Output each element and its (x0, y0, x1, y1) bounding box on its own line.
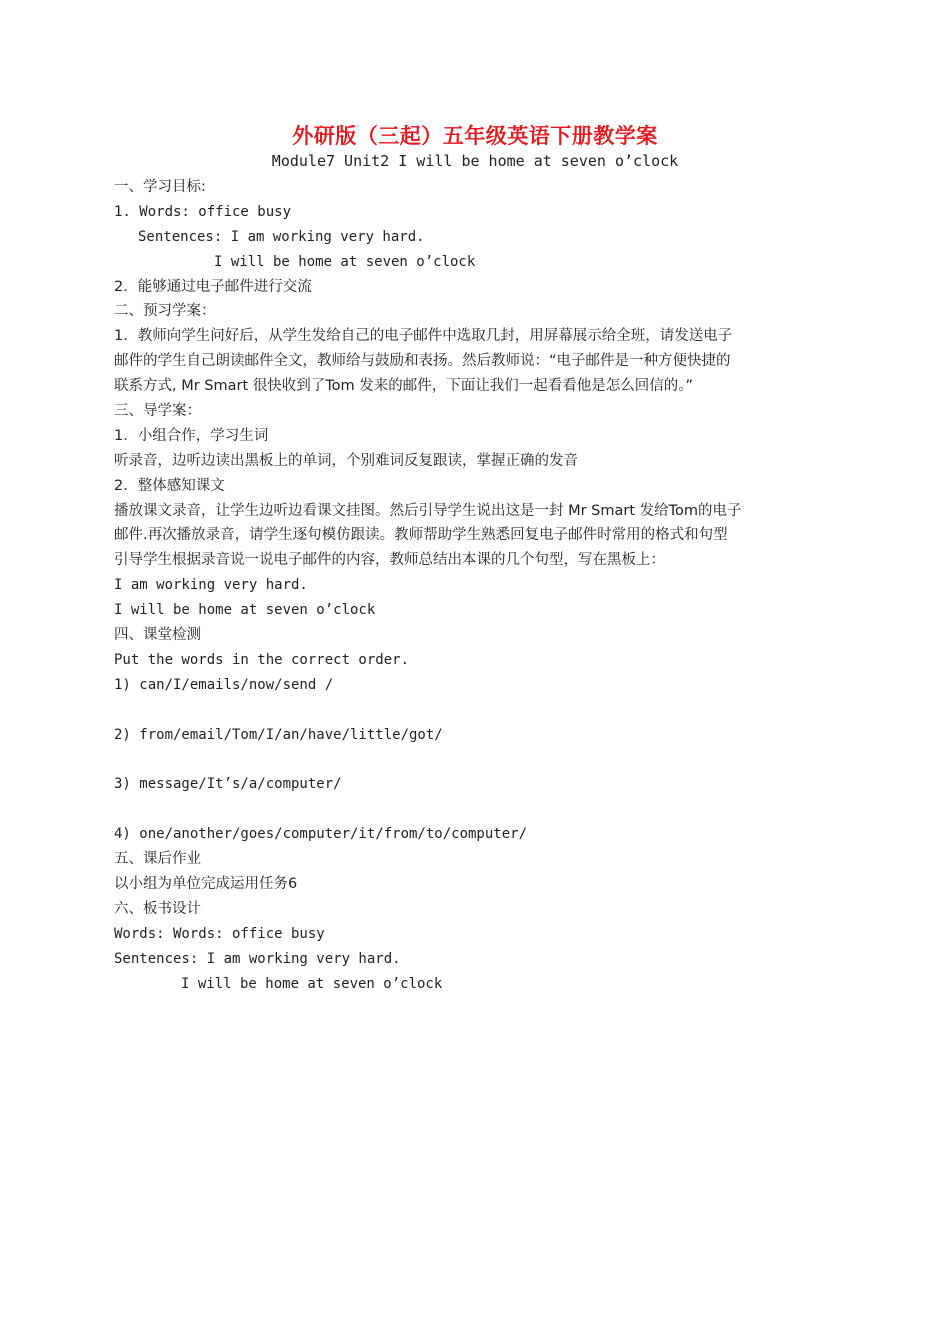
check-question-2: 2) from/email/Tom/I/an/have/little/got/ (114, 726, 443, 743)
guide-item-2-line-2: 邮件.再次播放录音，请学生逐句模仿跟读。教师帮助学生熟悉回复电子邮件时常用的格式和句型 (114, 527, 728, 544)
guide-item-1: 1．小组合作，学习生词 (114, 427, 269, 444)
section-heading-board: 六、板书设计 (114, 900, 201, 917)
answer-space (114, 747, 854, 772)
section-heading-guide: 三、导学案： (114, 403, 201, 420)
section-heading-check: 四、课堂检测 (114, 627, 201, 644)
guide-item-2: 2．整体感知课文 (114, 477, 225, 494)
check-question-4: 4) one/another/goes/computer/it/from/to/computer/ (114, 826, 528, 843)
objectives-item-2: 2．能够通过电子邮件进行交流 (114, 278, 312, 295)
section-heading-objectives: 一、学习目标: (114, 179, 206, 195)
objectives-sentences: Sentences: I am working very hard. (138, 228, 425, 245)
guide-sentence-2: I will be home at seven o’clock (114, 602, 376, 619)
guide-sentence-1: I am working very hard. (114, 577, 308, 594)
section-heading-preview: 二、预习学案： (114, 303, 216, 320)
preview-paragraph-line-3: 联系方式, Mr Smart 很快收到了Tom 发来的邮件，下面让我们一起看看他是怎么回信的。” (114, 378, 694, 395)
guide-item-1-text: 听录音，边听边读出黑板上的单词，个别难词反复跟读，掌握正确的发音 (114, 452, 578, 469)
board-sentence-2: I will be home at seven o’clock (181, 975, 443, 992)
preview-paragraph-line-2: 邮件的学生自己朗读邮件全文，教师给与鼓励和表扬。然后教师说：“电子邮件是一种方便快捷的 (114, 353, 731, 370)
check-instruction: Put the words in the correct order. (114, 651, 410, 668)
objectives-sentence-2: I will be home at seven o’clock (214, 253, 476, 270)
section-heading-homework: 五、课后作业 (114, 851, 201, 868)
homework-text: 以小组为单位完成运用任务6 (114, 875, 298, 892)
answer-space (114, 698, 854, 723)
answer-space (114, 797, 854, 822)
objectives-words: 1. Words: office busy (114, 203, 292, 220)
guide-item-2-line-3: 引导学生根据录音说一说电子邮件的内容，教师总结出本课的几个句型，写在黑板上： (114, 552, 665, 569)
board-words: Words: Words: office busy (114, 925, 325, 942)
board-sentences: Sentences: I am working very hard. (114, 950, 401, 967)
document-title: 外研版（三起）五年级英语下册教学案 (292, 124, 658, 148)
document-body (114, 175, 854, 996)
check-question-3: 3) message/It’s/a/computer/ (114, 776, 342, 793)
preview-paragraph-line-1: 1．教师向学生问好后，从学生发给自己的电子邮件中选取几封，用屏幕展示给全班，请发送电子 (114, 328, 733, 345)
check-question-1: 1) can/I/emails/now/send / (114, 676, 334, 693)
document-subtitle: Module7 Unit2 I will be home at seven o’clock (271, 152, 679, 170)
guide-item-2-line-1: 播放课文录音，让学生边听边看课文挂图。然后引导学生说出这是一封 Mr Smart 发给Tom的电子 (114, 502, 742, 519)
